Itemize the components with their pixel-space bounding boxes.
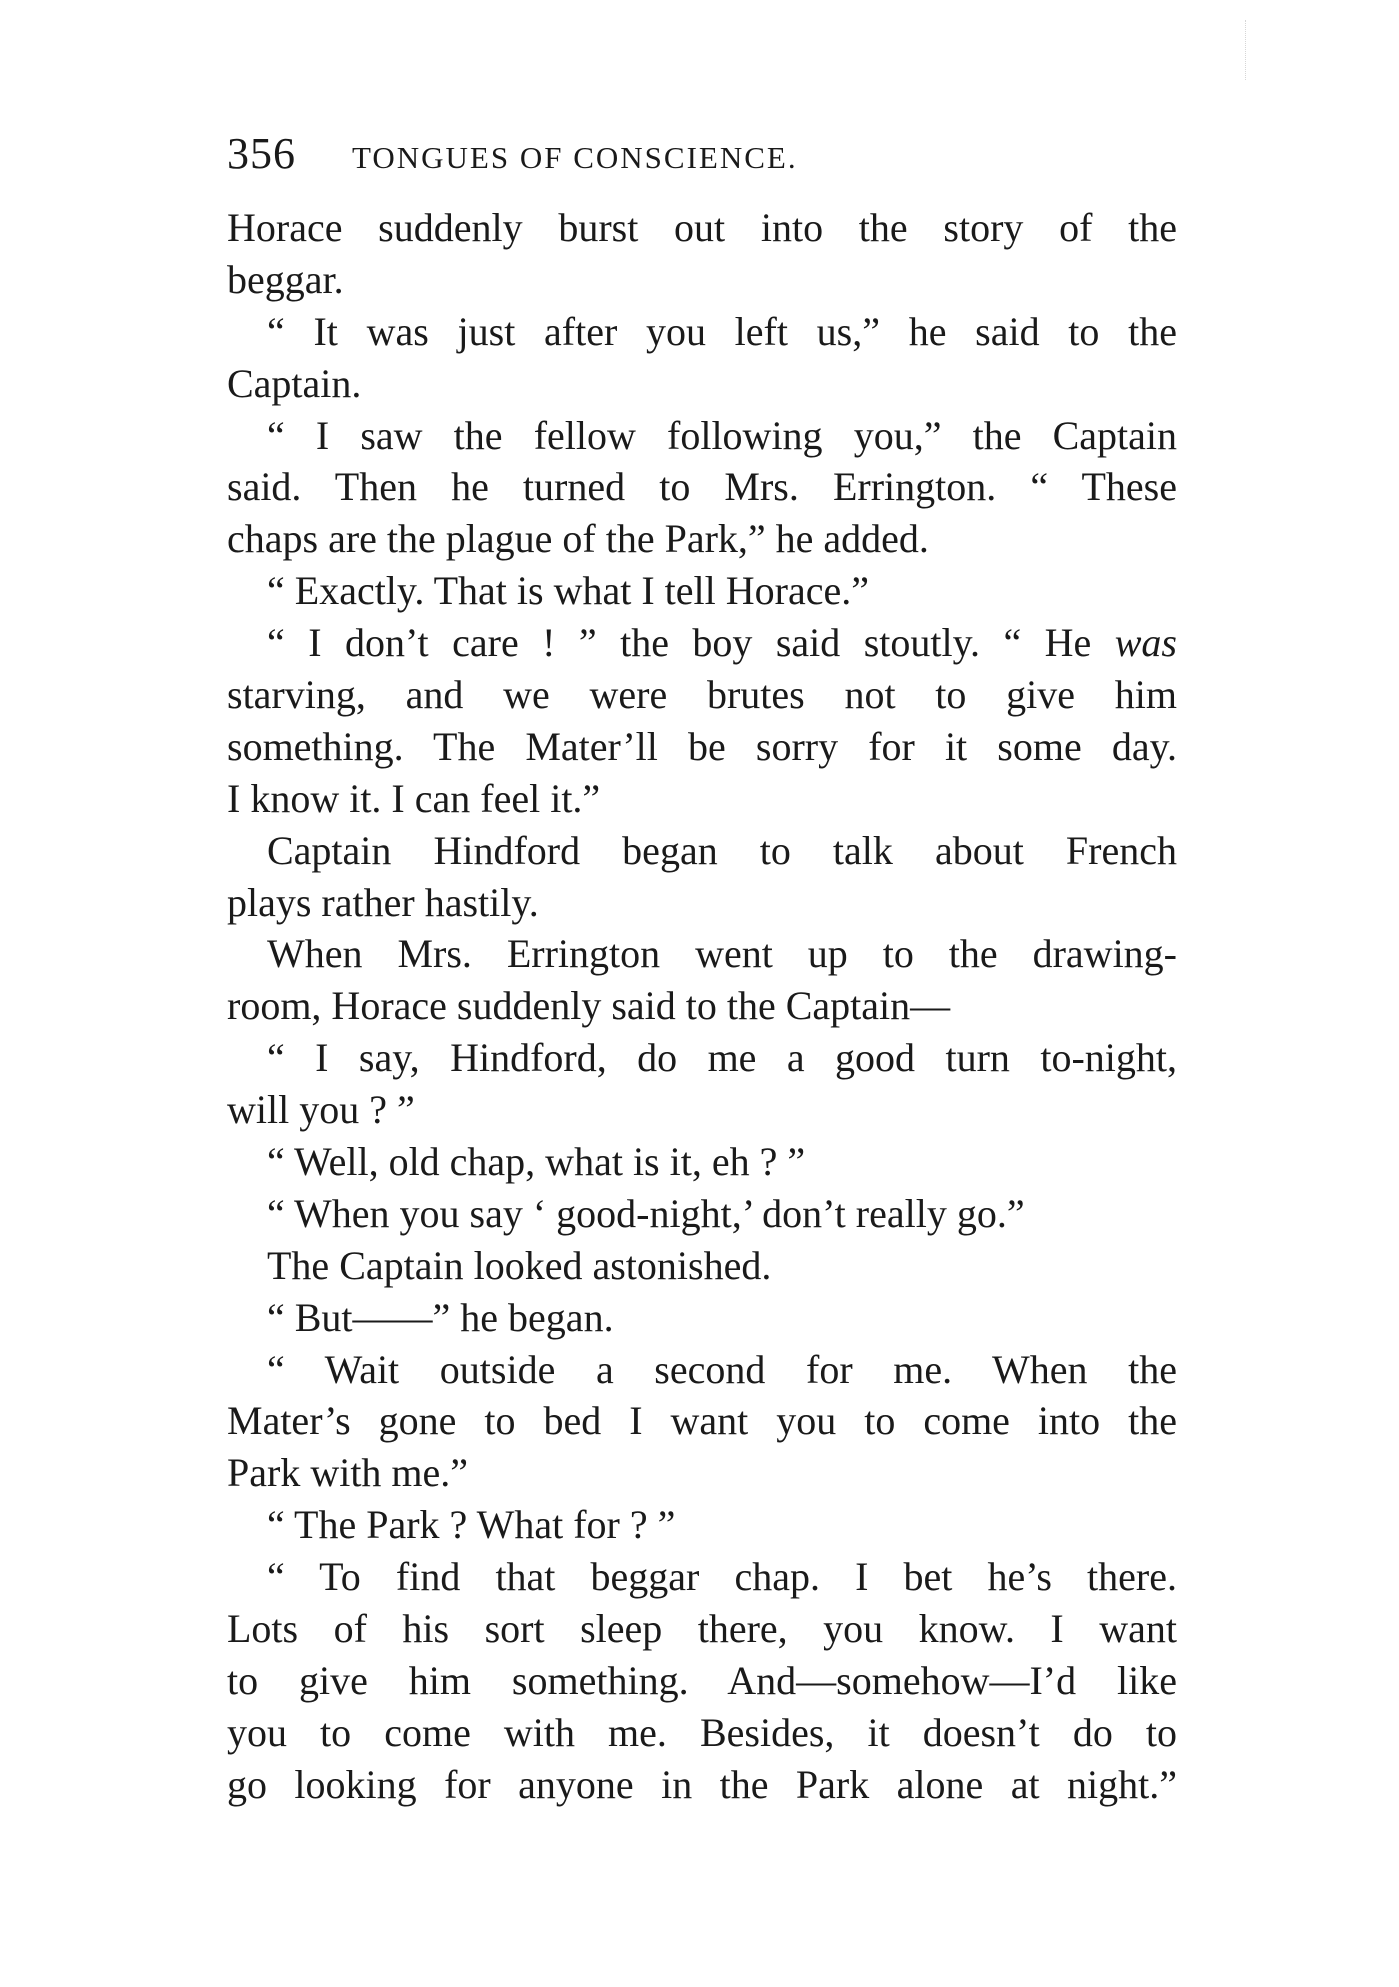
- text-line: Horace suddenly burst out into the story of the: [227, 205, 1177, 250]
- text-line: plays rather hastily.: [227, 879, 539, 925]
- text-line: something. The Mater’ll be sorry for it some day.: [227, 723, 1177, 769]
- text-line: Captain Hindford began to talk about French: [267, 827, 1177, 873]
- text-line: When Mrs. Errington went up to the drawing-: [267, 931, 1177, 977]
- text-line: room, Horace suddenly said to the Captain—: [227, 983, 951, 1029]
- page-number: 356: [227, 129, 296, 178]
- text-line: Mater’s gone to bed I want you to come into the: [227, 1398, 1177, 1444]
- text-line: “ I saw the fellow following you,” the Captain: [267, 412, 1177, 458]
- text-line-part: “ I don’t care ! ” the boy said stoutly. “ He: [267, 620, 1115, 666]
- text-line: “ But——” he began.: [267, 1294, 614, 1340]
- italic-word: was: [1114, 620, 1177, 666]
- text-line: Lots of his sort sleep there, you know. I want: [227, 1606, 1177, 1652]
- text-line: you to come with me. Besides, it doesn’t do to: [227, 1709, 1177, 1755]
- text-line: Captain.: [227, 360, 362, 406]
- text-line: I know it. I can feel it.”: [227, 775, 601, 821]
- text-line: Park with me.”: [227, 1450, 469, 1496]
- text-line: [227, 617, 1177, 669]
- text-line: “ I say, Hindford, do me a good turn to-night,: [267, 1035, 1177, 1081]
- text-line: go looking for anyone in the Park alone at night.”: [227, 1761, 1177, 1807]
- page-header: [227, 128, 987, 178]
- body-text: [227, 202, 1177, 1811]
- running-title: TONGUES OF CONSCIENCE.: [352, 140, 798, 175]
- text-line: starving, and we were brutes not to give him: [227, 672, 1177, 718]
- text-line: “ To find that beggar chap. I bet he’s there.: [267, 1554, 1177, 1600]
- text-line: “ Wait outside a second for me. When the: [267, 1346, 1177, 1392]
- text-line: “ When you say ‘ good-night,’ don’t really go.”: [267, 1190, 1025, 1236]
- text-line: said. Then he turned to Mrs. Errington. “ These: [227, 464, 1177, 510]
- text-line: “ Exactly. That is what I tell Horace.”: [267, 568, 869, 614]
- text-line: to give him something. And—somehow—I’d like: [227, 1657, 1177, 1703]
- text-line: chaps are the plague of the Park,” he added.: [227, 516, 929, 562]
- text-line: “ Well, old chap, what is it, eh ? ”: [267, 1139, 806, 1185]
- text-line: will you ? ”: [227, 1087, 415, 1133]
- text-line: “ It was just after you left us,” he said to the: [267, 308, 1177, 354]
- margin-dots: [1245, 20, 1252, 80]
- text-line: “ The Park ? What for ? ”: [267, 1502, 676, 1548]
- text-line: The Captain looked astonished.: [267, 1242, 772, 1288]
- text-line: beggar.: [227, 256, 344, 302]
